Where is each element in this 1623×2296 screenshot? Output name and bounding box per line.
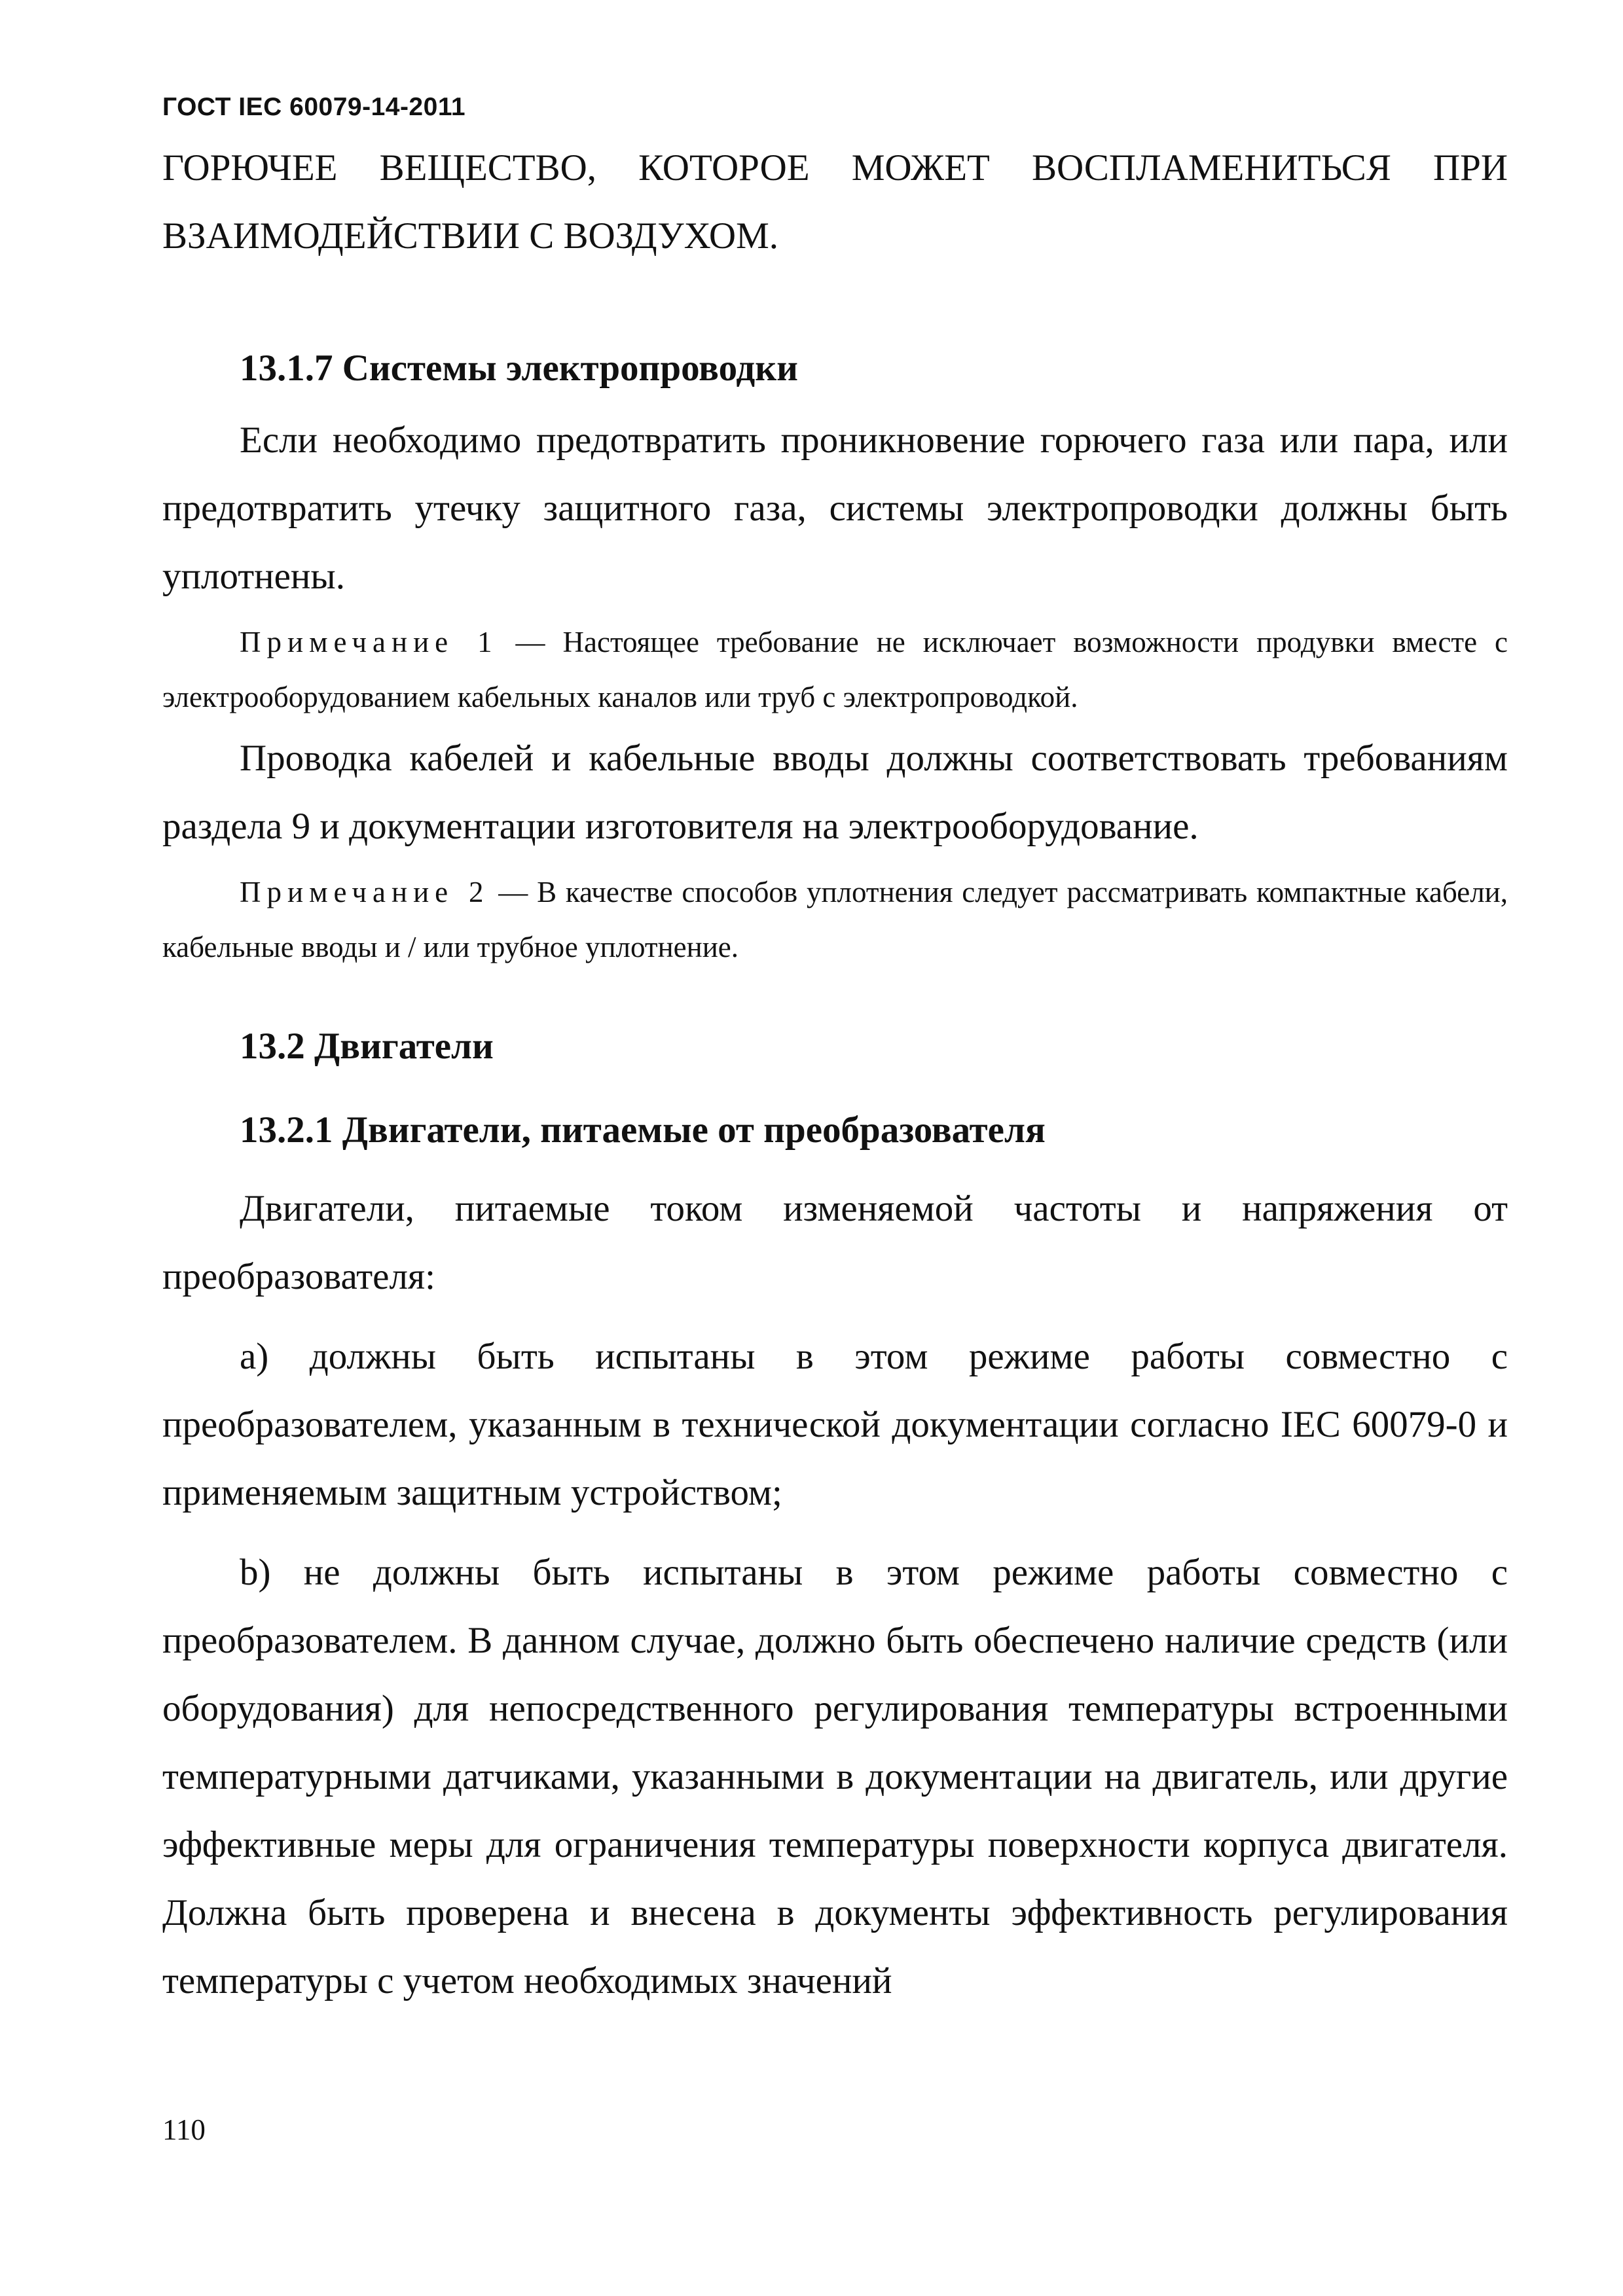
section-heading-13-1-7: 13.1.7 Системы электропроводки [240, 348, 798, 389]
page-number: 110 [162, 2113, 206, 2146]
paragraph-cable-wiring: Проводка кабелей и кабельные вводы должны соответствовать требованиям раздела 9 и документации изготовителя на электрооборудование. [162, 738, 1508, 847]
paragraph-motors-intro: Двигатели, питаемые током изменяемой частоты и напряжения от преобразователя: [162, 1188, 1508, 1297]
note-2 [162, 865, 1508, 975]
section-heading-13-2-1: 13.2.1 Двигатели, питаемые от преобразователя [240, 1109, 1046, 1151]
page-content [162, 134, 1508, 2015]
note-2-text: — В качестве способов уплотнения следует рассматривать компактные кабели, кабельные вводы и / или трубное уплотнение. [162, 876, 1508, 963]
document-code-header: ГОСТ IEC 60079-14-2011 [162, 93, 466, 121]
paragraph-continuation: ГОРЮЧЕЕ ВЕЩЕСТВО, КОТОРОЕ МОЖЕТ ВОСПЛАМЕНИТЬСЯ ПРИ ВЗАИМОДЕЙСТВИИ С ВОЗДУХОМ. [162, 147, 1508, 257]
section-heading-13-2: 13.2 Двигатели [240, 1026, 494, 1067]
note-1-label: Примечание 1 [240, 626, 498, 658]
paragraph-sealing: Если необходимо предотвратить проникновение горючего газа или пара, или предотвратить утечку защитного газа, системы электропроводки должны быть уплотнены. [162, 420, 1508, 597]
note-2-label: Примечание 2 [240, 876, 490, 908]
note-1 [162, 615, 1508, 725]
note-1-text: — Настоящее требование не исключает возможности продувки вместе с электрооборудованием кабельных каналов или труб с электропроводкой. [162, 626, 1508, 713]
list-item-b: b) не должны быть испытаны в этом режиме работы совместно с преобразователем. В данном случае, должно быть обеспечено наличие средств (или оборудования) для непосредственного регулирования температуры встроенными температурными датчиками, указанными в документации на двигатель, или другие эффективные меры для ограничения температуры поверхности корпуса двигателя. Должна быть проверена и внесена в документы эффективность регулирования температуры с учетом необходимых значений [162, 1552, 1508, 2001]
list-item-a: a) должны быть испытаны в этом режиме работы совместно с преобразователем, указанным в технической документации согласно IEC 60079-0 и применяемым защитным устройством; [162, 1336, 1508, 1513]
